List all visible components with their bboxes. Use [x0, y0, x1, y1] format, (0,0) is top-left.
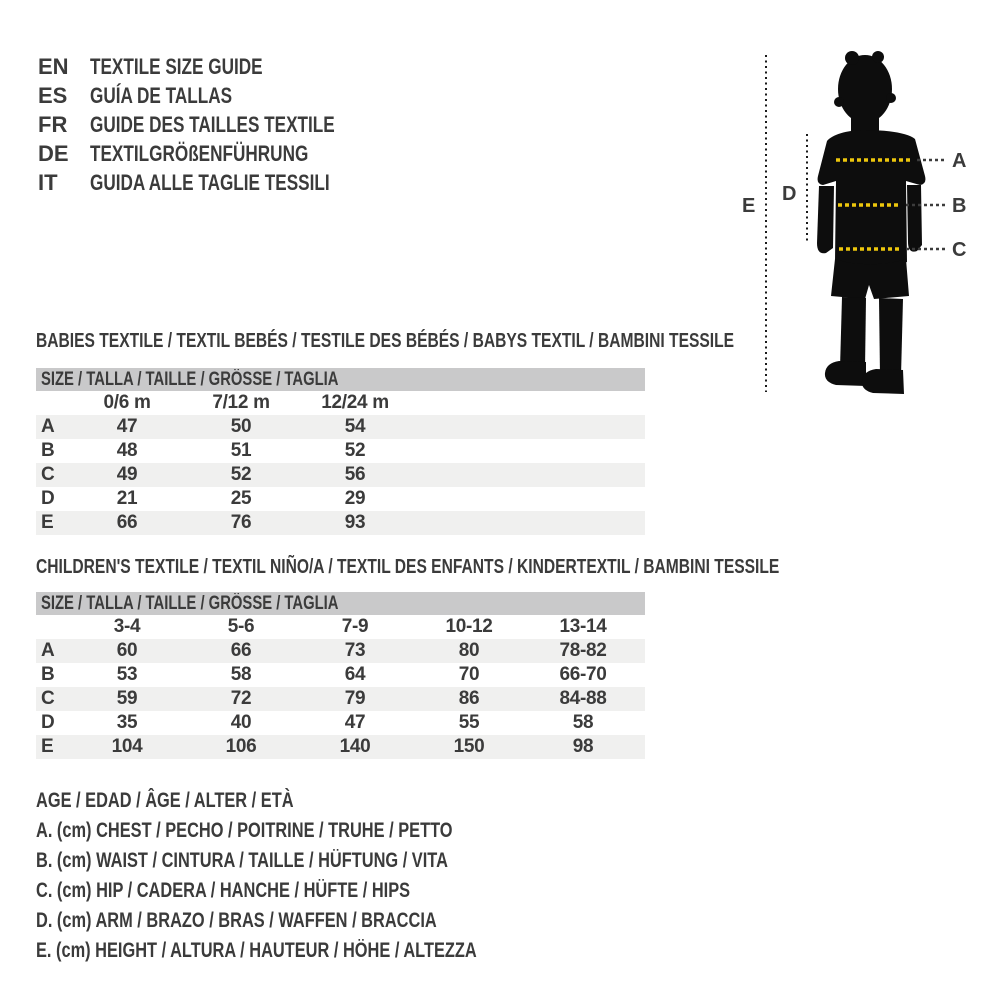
column-header: 7-9: [341, 616, 369, 637]
babies-heading: [36, 330, 931, 352]
children-table-section: [36, 556, 780, 759]
lang-title: TEXTILE SIZE GUIDE: [90, 53, 263, 79]
table-cell: 29: [344, 488, 366, 509]
legend-line-hip: [36, 876, 601, 906]
legend-text: C. (cm) HIP / CADERA / HANCHE / HÜFTE / HIPS: [36, 879, 411, 902]
legend-text: AGE / EDAD / ÂGE / ALTER / ETÀ: [36, 789, 294, 812]
children-size-bar: [36, 592, 645, 615]
table-cell: 51: [230, 440, 252, 461]
row-label: B: [41, 440, 55, 461]
table-row: [36, 439, 645, 463]
marker-a-label: A: [952, 150, 967, 172]
table-cell: 73: [344, 640, 366, 661]
lang-code: DE: [38, 140, 69, 166]
marker-c-label: C: [952, 239, 967, 261]
marker-b-label: B: [952, 195, 967, 217]
column-header: 5-6: [227, 616, 255, 637]
lang-row-it: [38, 168, 404, 197]
children-heading-text: CHILDREN'S TEXTILE / TEXTIL NIÑO/A / TEXTIL DES ENFANTS / KINDERTEXTIL / BAMBINI TESSILE: [36, 556, 780, 578]
table-row: [36, 487, 645, 511]
table-cell: 25: [230, 488, 252, 509]
lang-row-de: [38, 139, 404, 168]
column-header: 13-14: [559, 616, 607, 637]
row-label: C: [41, 688, 55, 709]
column-header: 3-4: [113, 616, 141, 637]
legend-line-chest: [36, 816, 601, 846]
table-cell: 53: [116, 664, 138, 685]
table-cell: 47: [344, 712, 366, 733]
table-cell: 140: [339, 736, 371, 757]
babies-table-section: [36, 330, 735, 535]
table-row: [36, 511, 645, 535]
size-bar-text: SIZE / TALLA / TAILLE / GRÖSSE / TAGLIA: [41, 369, 339, 390]
language-title-list: [38, 52, 404, 197]
row-label: D: [41, 488, 55, 509]
row-label: E: [41, 736, 54, 757]
table-cell: 104: [111, 736, 143, 757]
lang-code: FR: [38, 111, 68, 137]
table-cell: 78-82: [559, 640, 607, 661]
table-cell: 52: [344, 440, 366, 461]
row-label: A: [41, 416, 55, 437]
row-label: E: [41, 512, 54, 533]
lang-code: IT: [38, 169, 58, 195]
table-cell: 59: [116, 688, 138, 709]
table-cell: 79: [344, 688, 366, 709]
table-row: [36, 711, 645, 735]
table-cell: 49: [116, 464, 138, 485]
table-row: [36, 415, 645, 439]
legend-text: E. (cm) HEIGHT / ALTURA / HAUTEUR / HÖHE / ALTEZZA: [36, 939, 477, 962]
table-cell: 54: [344, 416, 366, 437]
legend-text: D. (cm) ARM / BRAZO / BRAS / WAFFEN / BRACCIA: [36, 909, 437, 932]
row-label: D: [41, 712, 55, 733]
measurement-legend: [36, 786, 601, 966]
marker-d-label: D: [782, 183, 797, 205]
table-cell: 48: [116, 440, 138, 461]
row-label: C: [41, 464, 55, 485]
column-header: 7/12 m: [212, 392, 270, 413]
size-bar-text: SIZE / TALLA / TAILLE / GRÖSSE / TAGLIA: [41, 593, 339, 614]
row-label: A: [41, 640, 55, 661]
table-row: [36, 687, 645, 711]
children-column-header-row: [36, 615, 645, 639]
table-row: [36, 463, 645, 487]
table-cell: 80: [458, 640, 480, 661]
table-row: [36, 663, 645, 687]
lang-title: GUIDE DES TAILLES TEXTILE: [90, 111, 335, 137]
legend-text: B. (cm) WAIST / CINTURA / TAILLE / HÜFTUNG / VITA: [36, 849, 448, 872]
children-heading: [36, 556, 989, 578]
table-cell: 98: [572, 736, 594, 757]
table-cell: 93: [344, 512, 366, 533]
table-cell: 58: [572, 712, 594, 733]
table-cell: 66-70: [559, 664, 607, 685]
lang-row-en: [38, 52, 404, 81]
table-cell: 40: [230, 712, 252, 733]
table-cell: 150: [453, 736, 485, 757]
table-cell: 72: [230, 688, 252, 709]
table-cell: 84-88: [559, 688, 607, 709]
table-cell: 66: [230, 640, 252, 661]
babies-column-header-row: [36, 391, 645, 415]
table-row: [36, 735, 645, 759]
table-cell: 58: [230, 664, 252, 685]
lang-row-fr: [38, 110, 404, 139]
table-cell: 76: [230, 512, 252, 533]
legend-text: A. (cm) CHEST / PECHO / POITRINE / TRUHE / PETTO: [36, 819, 453, 842]
legend-line-waist: [36, 846, 601, 876]
babies-size-bar: [36, 368, 645, 391]
legend-line-arm: [36, 906, 601, 936]
table-cell: 70: [458, 664, 480, 685]
legend-line-age: [36, 786, 601, 816]
marker-e-label: E: [742, 195, 756, 217]
measurement-diagram: [740, 40, 1000, 410]
table-cell: 86: [458, 688, 480, 709]
table-cell: 21: [116, 488, 138, 509]
table-cell: 55: [458, 712, 480, 733]
lang-code: EN: [38, 53, 69, 79]
lang-title: TEXTILGRÖßENFÜHRUNG: [90, 140, 309, 166]
table-cell: 52: [230, 464, 252, 485]
lang-title: GUIDA ALLE TAGLIE TESSILI: [90, 169, 330, 195]
table-cell: 66: [116, 512, 138, 533]
table-cell: 106: [225, 736, 257, 757]
table-cell: 35: [116, 712, 138, 733]
lang-code: ES: [38, 82, 68, 108]
table-cell: 56: [344, 464, 366, 485]
table-cell: 50: [230, 416, 252, 437]
row-label: B: [41, 664, 55, 685]
legend-line-height: [36, 936, 601, 966]
table-row: [36, 639, 645, 663]
table-cell: 64: [344, 664, 366, 685]
babies-heading-text: BABIES TEXTILE / TEXTIL BEBÉS / TESTILE DES BÉBÉS / BABYS TEXTIL / BAMBINI TESSILE: [36, 330, 735, 352]
lang-title: GUÍA DE TALLAS: [90, 82, 233, 108]
lang-row-es: [38, 81, 404, 110]
table-cell: 47: [116, 416, 138, 437]
column-header: 12/24 m: [321, 392, 389, 413]
table-cell: 60: [116, 640, 138, 661]
column-header: 0/6 m: [103, 392, 151, 413]
column-header: 10-12: [445, 616, 493, 637]
